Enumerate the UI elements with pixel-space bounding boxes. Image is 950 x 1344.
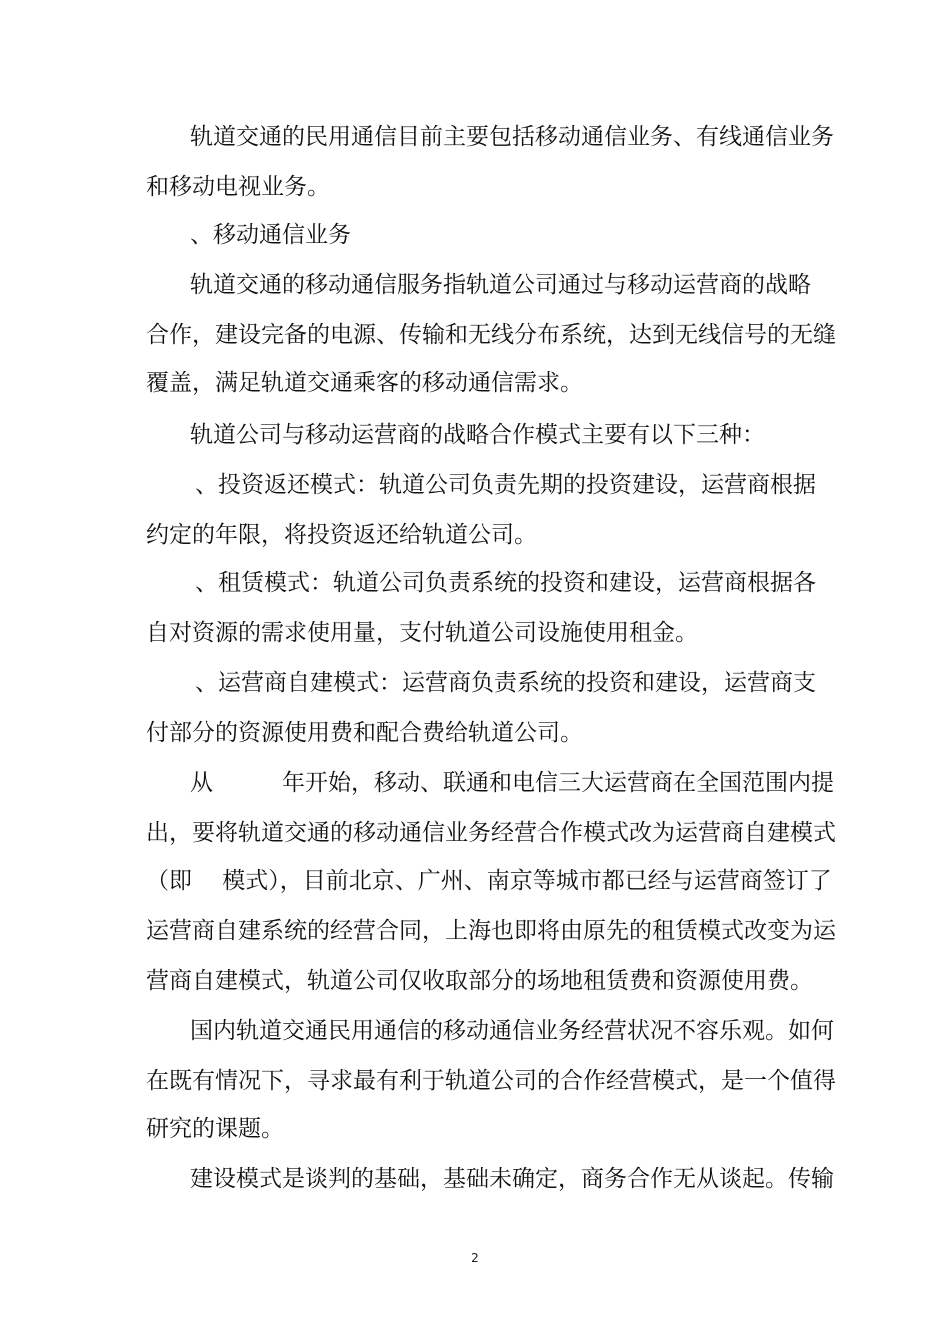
list-item-line: 、投资返还模式：轨道公司负责先期的投资建设，运营商根据 [195, 472, 816, 498]
paragraph-line: 轨道交通的移动通信服务指轨道公司通过与移动运营商的战略 [190, 272, 811, 298]
list-item-line: 自对资源的需求使用量，支付轨道公司设施使用租金。 [146, 620, 698, 646]
paragraph-line: 在既有情况下，寻求最有利于轨道公司的合作经营模式，是一个值得 [146, 1068, 836, 1094]
paragraph-line: 从 年开始，移动、联通和电信三大运营商在全国范围内提 [190, 770, 834, 796]
paragraph-line: 出，要将轨道交通的移动通信业务经营合作模式改为运营商自建模式 [146, 820, 836, 846]
paragraph-line: 轨道交通的民用通信目前主要包括移动通信业务、有线通信业务 [190, 124, 834, 150]
paragraph-line: 建设模式是谈判的基础，基础未确定，商务合作无从谈起。传输 [190, 1166, 834, 1192]
list-item-line: 付部分的资源使用费和配合费给轨道公司。 [146, 720, 583, 746]
page-number: 2 [471, 1251, 479, 1265]
list-item-line: 、租赁模式：轨道公司负责系统的投资和建设，运营商根据各 [195, 570, 816, 596]
list-item-line: 、运营商自建模式：运营商负责系统的投资和建设，运营商支 [195, 670, 816, 696]
paragraph-line: 覆盖，满足轨道交通乘客的移动通信需求。 [146, 370, 583, 396]
paragraph-line: （即 模式），目前北京、广州、南京等城市都已经与运营商签订了 [146, 868, 832, 894]
paragraph-line: 研究的课题。 [146, 1116, 284, 1142]
section-heading: 、移动通信业务 [190, 222, 351, 248]
list-item-line: 约定的年限，将投资返还给轨道公司。 [146, 522, 537, 548]
paragraph-line: 营商自建模式，轨道公司仅收取部分的场地租赁费和资源使用费。 [146, 968, 813, 994]
paragraph-line: 国内轨道交通民用通信的移动通信业务经营状况不容乐观。如何 [190, 1018, 834, 1044]
paragraph-line: 和移动电视业务。 [146, 174, 330, 200]
paragraph-line: 运营商自建系统的经营合同，上海也即将由原先的租赁模式改变为运 [146, 918, 836, 944]
paragraph-line: 轨道公司与移动运营商的战略合作模式主要有以下三种： [190, 422, 765, 448]
paragraph-line: 合作，建设完备的电源、传输和无线分布系统，达到无线信号的无缝 [146, 322, 836, 348]
